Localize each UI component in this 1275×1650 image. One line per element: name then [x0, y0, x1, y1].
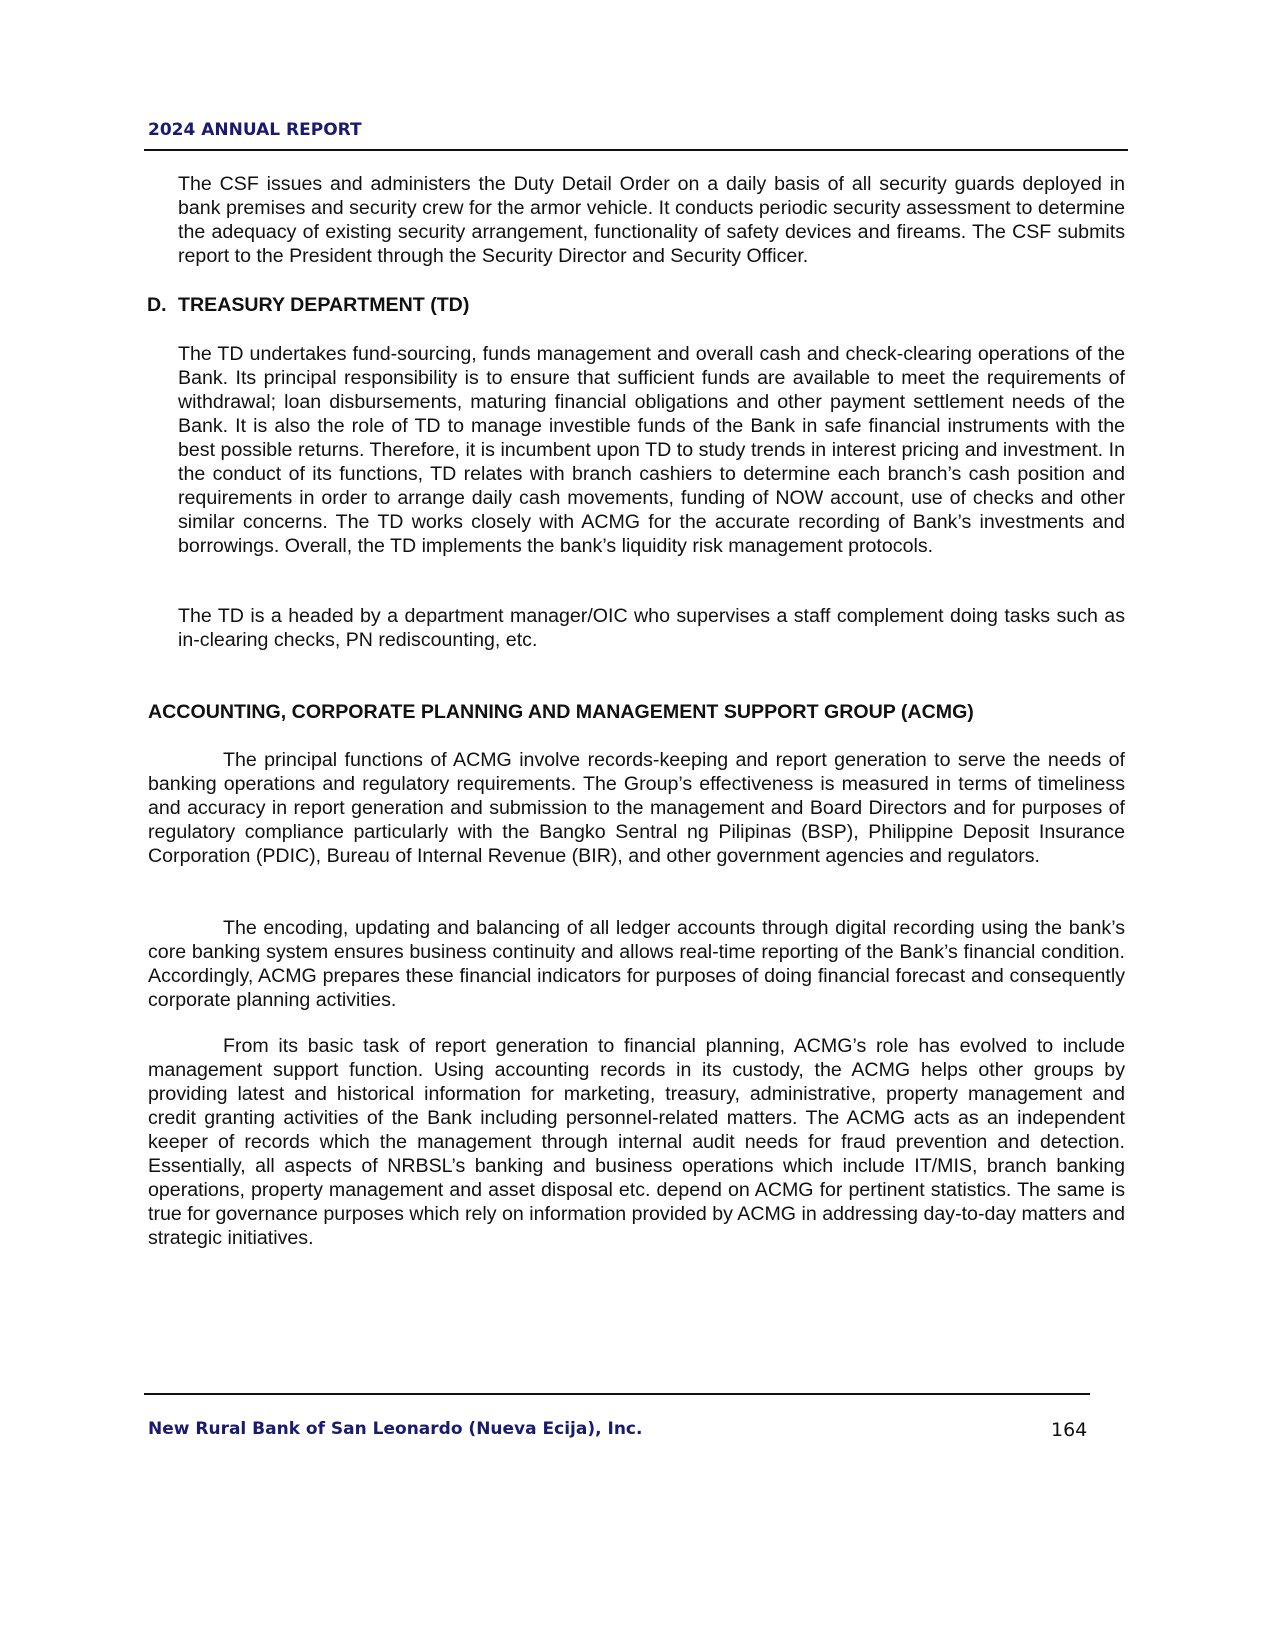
- acmg-paragraph-1: The principal functions of ACMG involve records-keeping and report generation to serve the needs of banking operations and regulatory requirements. The Group’s effectiveness is measured in terms of timeliness and accuracy in report generation and submission to the management and Board Directors and for purposes of regulatory compliance particularly with the Bangko Sentral ng Pilipinas (BSP), Philippine Deposit Insurance Corporation (PDIC), Bureau of Internal Revenue (BIR), and other government agencies and regulators.: [148, 749, 1125, 867]
- csf-paragraph: The CSF issues and administers the Duty Detail Order on a daily basis of all security guards deployed in bank premises and security crew for the armor vehicle. It conducts periodic security assessment to determine the adequacy of existing security arrangement, functionality of safety devices and fireams. The CSF submits report to the President through the Security Director and Security Officer.: [178, 173, 1125, 267]
- header-divider: [144, 149, 1128, 151]
- treasury-heading: TREASURY DEPARTMENT (TD): [178, 294, 470, 316]
- treasury-paragraph-1: The TD undertakes fund-sourcing, funds management and overall cash and check-clearing operations of the Bank. Its principal responsibility is to ensure that sufficient funds are available to meet the requirements of withdrawal; loan disbursements, maturing financial obligations and other payment settlement needs of the Bank. It is also the role of TD to manage investible funds of the Bank in safe financial instruments with the best possible returns. Therefore, it is incumbent upon TD to study trends in interest pricing and investment. In the conduct of its functions, TD relates with branch cashiers to determine each branch’s cash position and requirements in order to arrange daily cash movements, funding of NOW account, use of checks and other similar concerns. The TD works closely with ACMG for the accurate recording of Bank’s investments and borrowings. Overall, the TD implements the bank’s liquidity risk management protocols.: [178, 343, 1125, 557]
- section-letter-d: D.: [147, 294, 167, 316]
- acmg-paragraph-3: From its basic task of report generation to financial planning, ACMG’s role has evolved to include management support function. Using accounting records in its custody, the ACMG helps other groups by providing latest and historical information for marketing, treasury, administrative, property management and credit granting activities of the Bank including personnel-related matters. The ACMG acts as an independent keeper of records which the management through internal audit needs for fraud prevention and detection. Essentially, all aspects of NRBSL’s banking and business operations which include IT/MIS, branch banking operations, property management and asset disposal etc. depend on ACMG for pertinent statistics. The same is true for governance purposes which rely on information provided by ACMG in addressing day-to-day matters and strategic initiatives.: [148, 1035, 1125, 1249]
- acmg-heading: ACCOUNTING, CORPORATE PLANNING AND MANAGEMENT SUPPORT GROUP (ACMG): [148, 701, 974, 723]
- report-header-title: 2024 ANNUAL REPORT: [148, 120, 362, 140]
- acmg-paragraph-2: The encoding, updating and balancing of all ledger accounts through digital recording using the bank’s core banking system ensures business continuity and allows real-time reporting of the Bank’s financial condition. Accordingly, ACMG prepares these financial indicators for purposes of doing financial forecast and consequently corporate planning activities.: [148, 917, 1125, 1011]
- treasury-paragraph-2: The TD is a headed by a department manager/OIC who supervises a staff complement doing tasks such as in-clearing checks, PN rediscounting, etc.: [178, 605, 1125, 651]
- footer-divider: [144, 1393, 1090, 1395]
- footer-organization-name: New Rural Bank of San Leonardo (Nueva Ecija), Inc.: [148, 1419, 643, 1439]
- page-number: 164: [1051, 1419, 1088, 1441]
